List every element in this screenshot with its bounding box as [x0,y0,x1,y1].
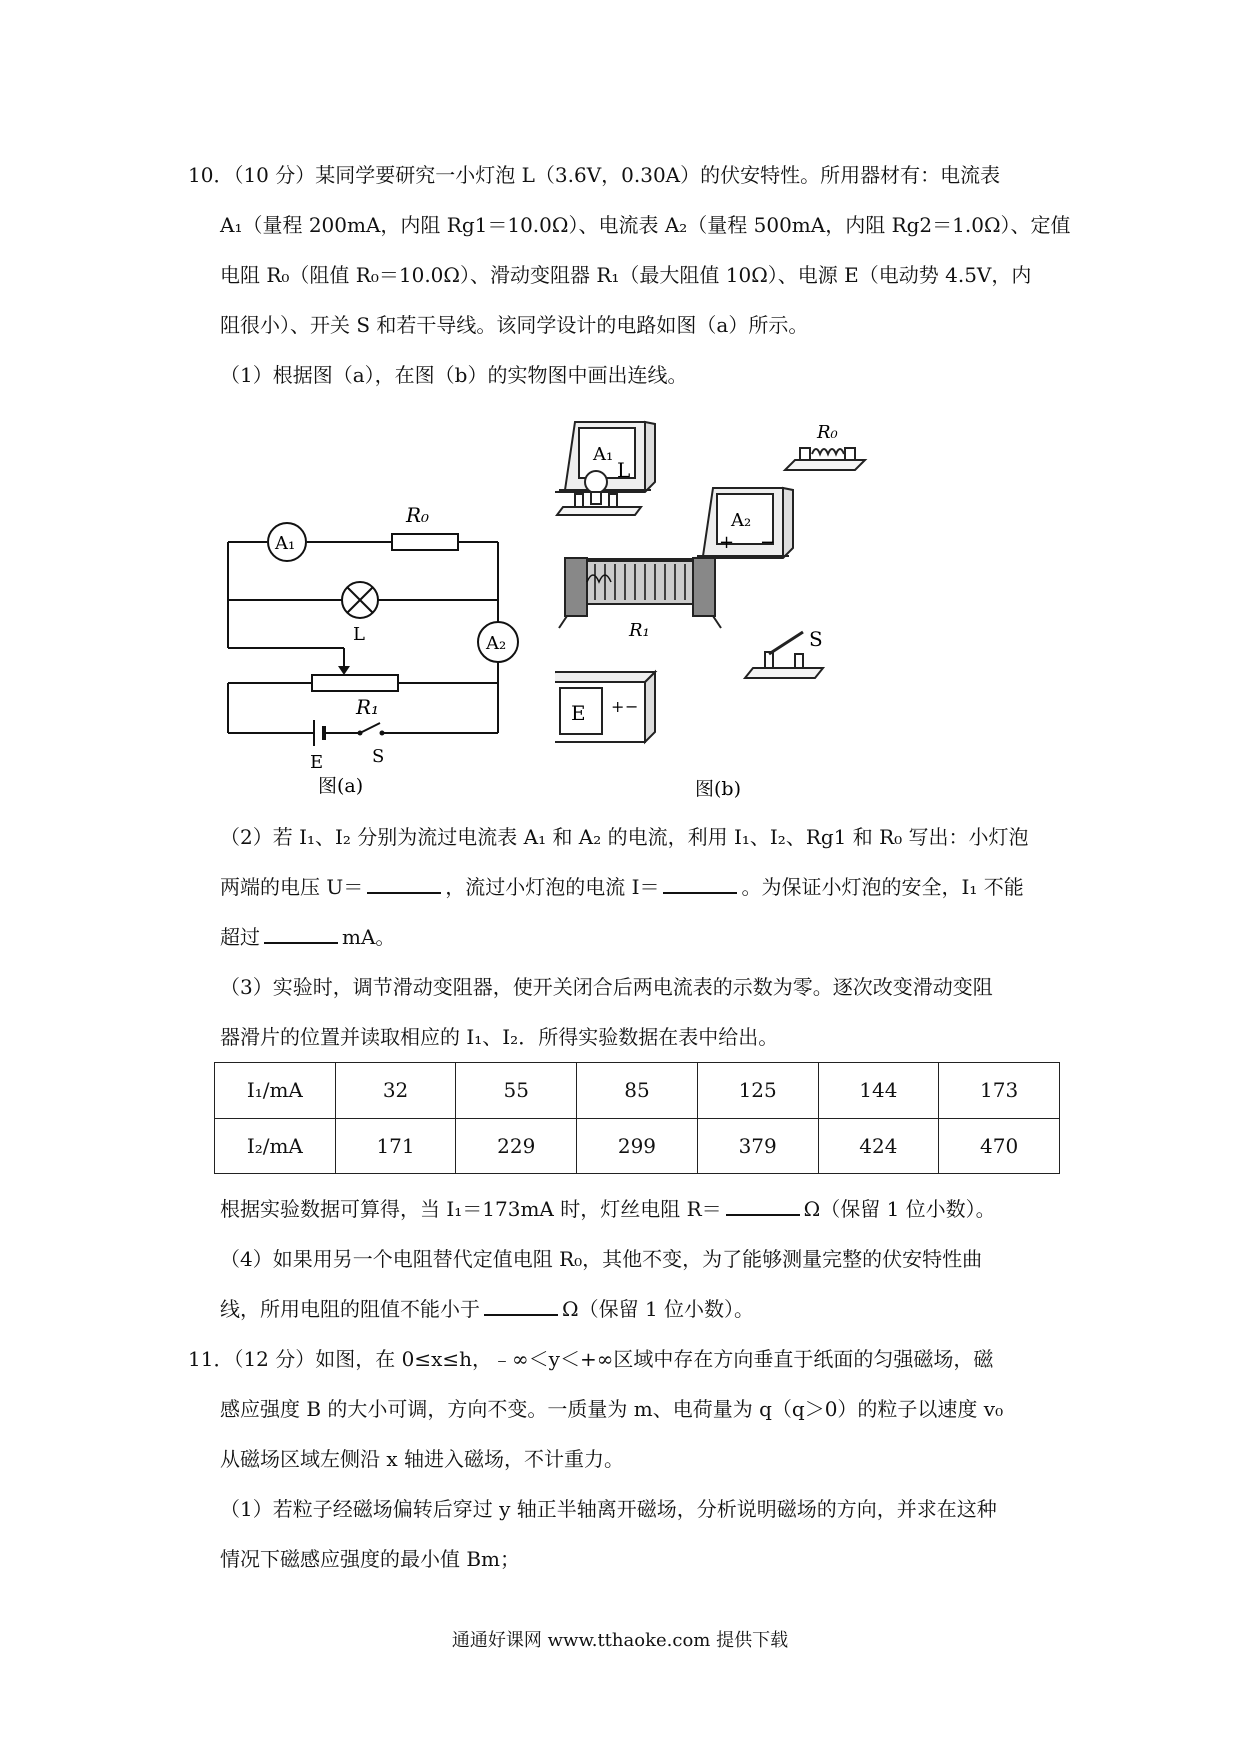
label-b-s: S [809,627,823,651]
answer-blank-r[interactable] [726,1194,800,1216]
label-e: E [310,752,324,773]
q11-line-1: 11．（12 分）如图，在 0≤x≤h，﹣∞＜y＜+∞区域中存在方向垂直于纸面的匀强磁场，磁 [188,1347,994,1371]
table-cell: 299 [577,1118,698,1174]
table-cell: I₂/mA [215,1118,336,1174]
table-cell: 470 [939,1118,1060,1174]
resistor-r0-device [785,448,865,470]
label-b-r1: R₁ [629,620,650,641]
q10-part-2-line-2: 两端的电压 U＝ ，流过小灯泡的电流 I＝ 。为保证小灯泡的安全，I₁ 不能 [220,872,1024,902]
q10-line-4: 阻很小）、开关 S 和若干导线。该同学设计的电路如图（a）所示。 [220,313,809,337]
table-cell: 55 [456,1063,577,1119]
rheostat-r1-symbol [312,675,398,691]
resistor-r0-symbol [392,534,458,550]
q10-part-4-line-2: 线，所用电阻的阻值不能小于 Ω（保留 1 位小数）。 [220,1294,754,1324]
lamp-symbol [342,582,378,618]
rheostat-r1-device [559,558,721,628]
label-b-e-minus: − [625,697,639,716]
q11-line-3: 从磁场区域左侧沿 x 轴进入磁场，不计重力。 [220,1447,624,1471]
q10-part-4-line-1: （4）如果用另一个电阻替代定值电阻 R₀，其他不变，为了能够测量完整的伏安特性曲 [220,1247,983,1271]
q10-part-3-line-3: 根据实验数据可算得，当 I₁＝173mA 时，灯丝电阻 R＝ Ω（保留 1 位小数）。 [220,1194,996,1224]
switch-s-symbol [358,731,363,736]
q10-line-2: A₁（量程 200mA，内阻 Rg1＝10.0Ω）、电流表 A₂（量程 500mA，内阻 Rg2＝1.0Ω）、定值 [220,213,1071,237]
battery-e-symbol [314,720,324,746]
q11-part-1-line-1: （1）若粒子经磁场偏转后穿过 y 轴正半轴离开磁场，分析说明磁场的方向，并求在这种 [220,1497,997,1521]
label-s: S [372,746,385,767]
q10-part-2-line-3: 超过 mA。 [220,922,395,952]
label-b-a2-plus: + [719,532,735,553]
q10-part-3-line-1: （3）实验时，调节滑动变阻器，使开关闭合后两电流表的示数为零。逐次改变滑动变阻 [220,975,993,999]
table-cell: 424 [818,1118,939,1174]
caption-figure-b: 图(b) [695,778,741,800]
q10-line-3: 电阻 R₀（阻值 R₀＝10.0Ω）、滑动变阻器 R₁（最大阻值 10Ω）、电源 E（电动势 4.5V，内 [220,263,1032,287]
table-row [215,1063,1060,1119]
table-cell: 229 [456,1118,577,1174]
q10-part-2-line-1: （2）若 I₁、I₂ 分别为流过电流表 A₁ 和 A₂ 的电流，利用 I₁、I₂、Rg1 和 R₀ 写出：小灯泡 [220,825,1029,849]
q10-part-1: （1）根据图（a），在图（b）的实物图中画出连线。 [220,363,688,387]
answer-blank-min-resistance[interactable] [484,1294,558,1316]
data-table [214,1062,1060,1174]
label-b-e-plus: + [611,697,625,716]
table-cell: 173 [939,1063,1060,1119]
label-b-r0: R₀ [817,422,838,443]
label-b-a2-minus: − [760,532,776,553]
answer-blank-u[interactable] [367,872,441,894]
label-b-l: L [617,458,631,482]
label-l: L [353,624,365,645]
answer-blank-i[interactable] [663,872,737,894]
label-b-e: E [571,701,586,725]
q10-line-1: 10．（10 分）某同学要研究一小灯泡 L（3.6V，0.30A）的伏安特性。所用器材有：电流表 [188,163,1001,187]
table-cell: 379 [697,1118,818,1174]
label-r1: R₁ [356,695,380,719]
table-cell: 144 [818,1063,939,1119]
label-b-a1: A₁ [593,444,614,465]
q11-part-1-line-2: 情况下磁感应强度的最小值 Bm； [220,1547,521,1571]
table-cell: 32 [335,1063,456,1119]
q10-part-3-line-2: 器滑片的位置并读取相应的 I₁、I₂．所得实验数据在表中给出。 [220,1025,779,1049]
page-footer: 通通好课网 www.tthaoke.com 提供下载 [451,1630,789,1651]
label-b-a2: A₂ [731,510,752,531]
answer-blank-i1-max[interactable] [264,922,338,944]
figure-a-circuit [210,500,530,810]
label-a2: A₂ [486,633,507,654]
caption-figure-a: 图(a) [318,775,364,797]
slider-arrow-icon [338,666,350,675]
table-cell: 125 [697,1063,818,1119]
table-cell: 85 [577,1063,698,1119]
q11-line-2: 感应强度 B 的大小可调，方向不变。一质量为 m、电荷量为 q（q＞0）的粒子以速度 v₀ [220,1397,1004,1421]
label-r0: R₀ [406,503,430,527]
table-cell: I₁/mA [215,1063,336,1119]
figure-b-apparatus [555,410,885,810]
power-supply-e-device [555,672,655,742]
label-a1: A₁ [275,533,296,554]
table-row [215,1118,1060,1174]
table-cell: 171 [335,1118,456,1174]
